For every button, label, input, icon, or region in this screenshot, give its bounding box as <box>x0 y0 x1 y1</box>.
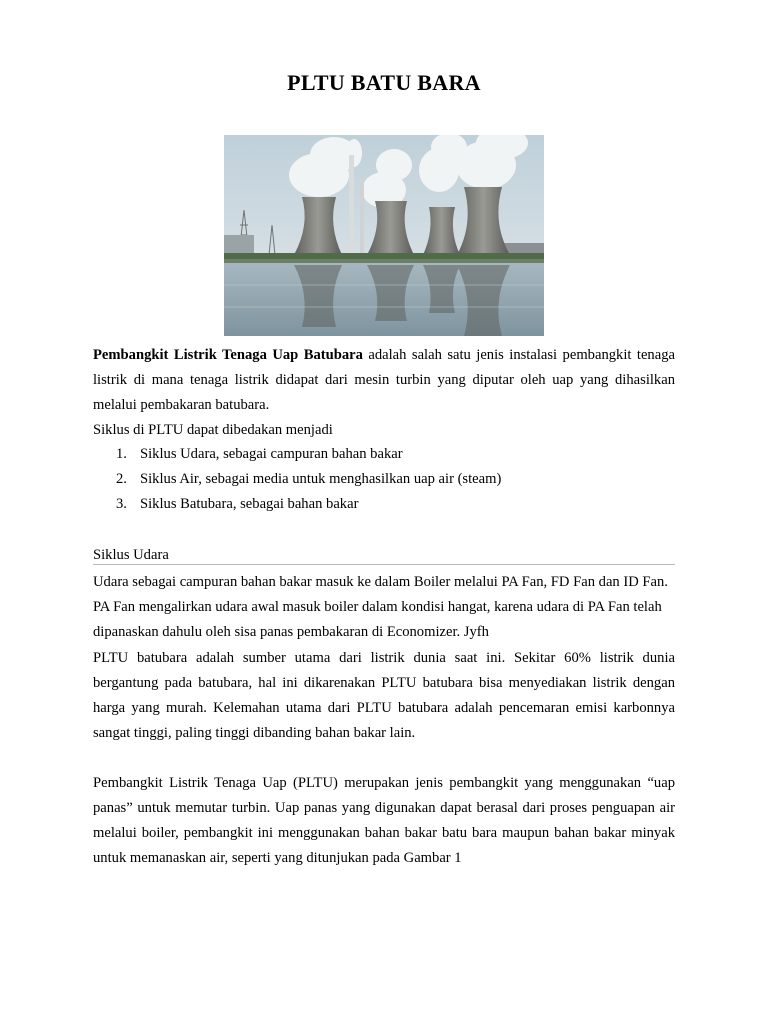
document-title: PLTU BATU BARA <box>287 70 481 95</box>
cycle-list <box>116 442 676 517</box>
bold-term: Pembangkit Listrik Tenaga Uap Batubara <box>93 347 363 363</box>
list-item: 1. Siklus Udara, sebagai campuran bahan bakar <box>116 446 403 462</box>
coal-power-paragraph: PLTU batubara adalah sumber utama dari listrik dunia saat ini. Sekitar 60% listrik dunia bergantung pada batubara, hal ini dikarenakan PLTU batubara bisa menyediakan listrik dengan harga yang murah. Kelemahan utama dari PLTU batubara adalah pencemaran emisi karbonnya sangat tinggi, paling tinggi dibanding bahan bakar lain. <box>93 650 675 741</box>
pltu-definition-paragraph: Pembangkit Listrik Tenaga Uap (PLTU) merupakan jenis pembangkit yang menggunakan “uap panas” untuk memutar turbin. Uap panas yang digunakan dapat berasal dari proses penguapan air melalui boiler, pembangkit ini menggunakan bahan bakar batu bara maupun bahan bakar minyak untuk memanaskan air, seperti yang ditunjukan pada Gambar 1 <box>93 775 675 866</box>
section-divider <box>93 564 675 565</box>
list-item: 3. Siklus Batubara, sebagai bahan bakar <box>116 496 359 512</box>
list-item: 2. Siklus Air, sebagai media untuk menghasilkan uap air (steam) <box>116 471 502 487</box>
power-plant-photo <box>224 135 544 336</box>
intro-paragraph <box>93 343 675 418</box>
intro-paragraph-text: adalah salah satu jenis instalasi pembangkit tenaga listrik di mana tenaga listrik didapat dari mesin turbin yang diputar oleh uap yang dihasilkan melalui pembakaran batubara. <box>93 347 675 413</box>
section-heading: Siklus Udara <box>93 547 169 563</box>
cycle-intro-line: Siklus di PLTU dapat dibedakan menjadi <box>93 422 333 438</box>
air-cycle-paragraph: Udara sebagai campuran bahan bakar masuk ke dalam Boiler melalui PA Fan, FD Fan dan ID Fan. PA Fan mengalirkan udara awal masuk boiler dalam kondisi hangat, karena udara di PA Fan telah dipanaskan dahulu oleh sisa panas pembakaran di Economizer. Jyfh <box>93 574 668 640</box>
